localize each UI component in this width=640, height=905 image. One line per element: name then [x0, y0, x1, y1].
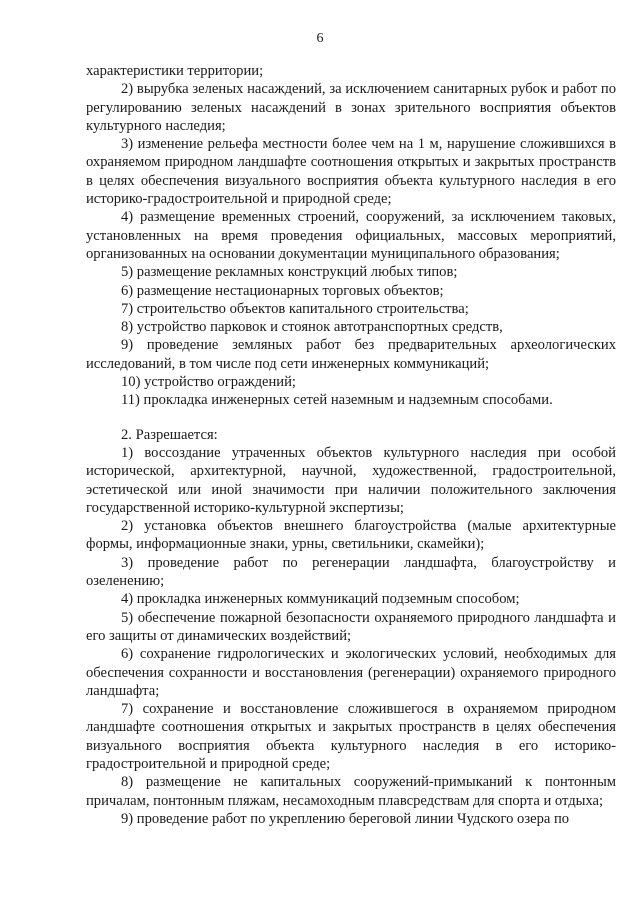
section-heading-allowed: 2. Разрешается:: [121, 426, 218, 443]
prohibited-item-5: 5) размещение рекламных конструкций любых типов;: [121, 264, 458, 281]
allowed-item-9: 9) проведение работ по укреплению береговой линии Чудского озера по: [121, 810, 570, 827]
prohibited-item-2: 2) вырубка зеленых насаждений, за исключением санитарных рубок и работ по регулированию зеленых насаждений в зонах зрительного восприятия объектов культурного наследия;: [86, 81, 616, 134]
document-body: [86, 62, 616, 828]
allowed-item-5: 5) обеспечение пожарной безопасности охраняемого природного ландшафта и его защиты от динамических воздействий;: [86, 609, 616, 644]
allowed-item-1: 1) воссоздание утраченных объектов культурного наследия при особой исторической, архитектурной, научной, художественной, градостроительной, эстетической или иной значимости при наличии положительного заключения государственной историко-культурной экспертизы;: [86, 444, 616, 516]
allowed-item-4: 4) прокладка инженерных коммуникаций подземным способом;: [121, 591, 520, 608]
prohibited-item-6: 6) размещение нестационарных торговых объектов;: [121, 282, 444, 299]
prohibited-item-11: 11) прокладка инженерных сетей наземным и надземным способами.: [121, 392, 553, 409]
prohibited-item-8: 8) устройство парковок и стоянок автотранспортных средств,: [121, 319, 503, 336]
allowed-item-6: 6) сохранение гидрологических и экологических условий, необходимых для обеспечения сохранности и восстановления (регенерации) охраняемого природного ландшафта;: [86, 646, 616, 699]
allowed-item-7: 7) сохранение и восстановление сложившегося в охраняемом природном ландшафте соотношения открытых и закрытых пространств в целях обеспечения визуального восприятия объекта культурного наследия в его историко-градостроительной и природной среде;: [86, 701, 616, 772]
allowed-item-8: 8) размещение не капитальных сооружений-примыканий к понтонным причалам, понтонным пляжам, несамоходным плавсредствам для спорта и отдыха;: [86, 774, 616, 809]
prohibited-item-7: 7) строительство объектов капитального строительства;: [121, 300, 469, 317]
prohibited-item-4: 4) размещение временных строений, сооружений, за исключением таковых, установленных на время проведения официальных, массовых мероприятий, организованных на основании документации муниципального образования;: [86, 209, 616, 262]
paragraph-continuation: характеристики территории;: [86, 63, 264, 79]
page-number: 6: [316, 31, 324, 46]
prohibited-item-9: 9) проведение земляных работ без предварительных археологических исследований, в том числе под сети инженерных коммуникаций;: [86, 337, 616, 372]
allowed-item-3: 3) проведение работ по регенерации ландшафта, благоустройству и озеленению;: [86, 554, 616, 590]
prohibited-item-3: 3) изменение рельефа местности более чем на 1 м, нарушение сложившихся в охраняемом природном ландшафте соотношения открытых и закрытых пространств в целях обеспечения визуального восприятия объекта культурного наследия в его историко-градостроительной и природной среде;: [86, 136, 616, 208]
prohibited-item-10: 10) устройство ограждений;: [121, 374, 296, 391]
allowed-item-2: 2) установка объектов внешнего благоустройства (малые архитектурные формы, информационные знаки, урны, светильники, скамейки);: [86, 518, 616, 553]
